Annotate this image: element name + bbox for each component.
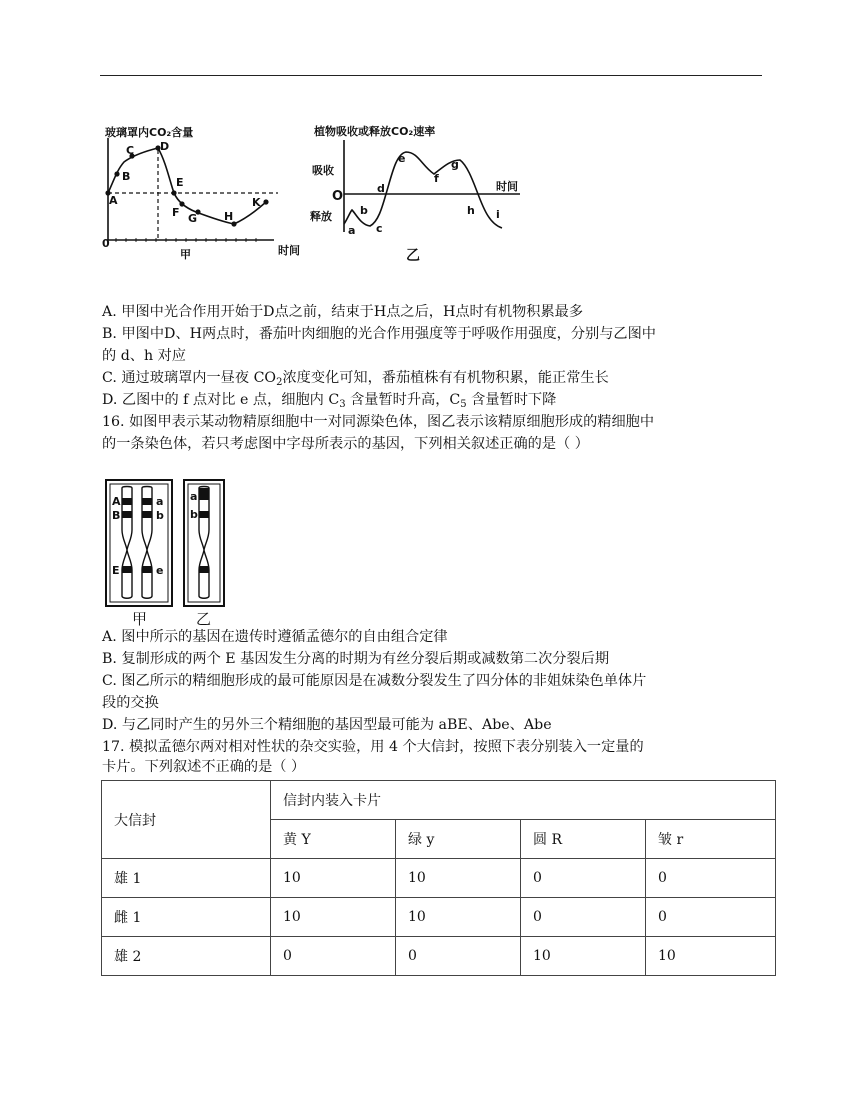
yi-point-label: f (434, 172, 439, 185)
gene-label: b (156, 509, 164, 522)
q16-stem-line2: 的一条染色体，若只考虑图中字母所表示的基因，下列相关叙述正确的是（ ） (102, 436, 589, 452)
chromosome-caption-jia: 甲 (132, 610, 148, 628)
q15-option-b-line1: B. 甲图中D、H两点时，番茄叶肉细胞的光合作用强度等于呼吸作用强度，分别与乙图中 (102, 326, 656, 342)
yi-origin: O (332, 189, 344, 204)
table-cell: 10 (271, 898, 396, 937)
table-cell: 10 (521, 937, 646, 976)
table-row (102, 898, 776, 937)
q16-option-b: B. 复制形成的两个 E 基因发生分离的时期为有丝分裂后期或减数第二次分裂后期 (102, 651, 610, 667)
figure-yi (306, 122, 528, 264)
yi-point-label: b (360, 204, 368, 217)
table-cell: 雌 1 (102, 898, 271, 937)
table-cell: 0 (396, 937, 521, 976)
yi-point-label: h (467, 204, 475, 217)
gene-label: a (190, 490, 198, 503)
q15-option-c: C. 通过玻璃罩内一昼夜 $CO_2$浓度变化可知，番茄植株有有机物积累，能正常生长 (102, 370, 609, 388)
card-table (101, 780, 776, 976)
q16-option-a: A. 图中所示的基因在遗传时遵循孟德尔的自由组合定律 (102, 629, 448, 645)
table-column-header: 绿 y (396, 820, 521, 859)
yi-point-label: g (451, 158, 459, 171)
jia-point-label: G (188, 212, 198, 225)
table-cell: 0 (271, 937, 396, 976)
yi-xlabel: 时间 (496, 180, 518, 193)
jia-point-label: B (122, 170, 131, 183)
yi-point-label: c (376, 222, 383, 235)
table-cell: 10 (396, 898, 521, 937)
gene-label: A (112, 495, 121, 508)
gene-label: b (190, 508, 198, 521)
table-cell: 10 (646, 937, 776, 976)
q17-stem-line1: 17. 模拟孟德尔两对相对性状的杂交实验，用 4 个大信封，按照下表分别装入一定量的 (102, 739, 644, 755)
yi-title: 植物吸收或释放CO₂速率 (314, 125, 436, 138)
q15-option-d: D. 乙图中的 f 点对比 e 点，细胞内 $C_3$ 含量暂时升高，$C_5$ 含量暂时下降 (102, 392, 557, 410)
table-cell: 10 (271, 859, 396, 898)
yi-point-label: d (377, 182, 385, 195)
q16-option-d: D. 与乙同时产生的另外三个精细胞的基因型最可能为 aBE、Abe、Abe (102, 717, 552, 733)
table-row (102, 859, 776, 898)
table-cell: 0 (646, 898, 776, 937)
yi-point-label: e (398, 152, 406, 165)
q16-option-c-line1: C. 图乙所示的精细胞形成的最可能原因是在减数分裂发生了四分体的非姐妹染色单体片 (102, 673, 647, 689)
table-cell: 0 (521, 859, 646, 898)
table-cell: 雄 2 (102, 937, 271, 976)
chromosome-caption-yi: 乙 (196, 610, 212, 628)
header-rule (100, 75, 762, 76)
jia-point-label: H (224, 210, 234, 223)
jia-point-label: A (109, 194, 118, 207)
jia-caption: 甲 (180, 248, 191, 261)
table-column-header: 圆 R (521, 820, 646, 859)
gene-label: B (112, 509, 121, 522)
gene-label: a (156, 495, 164, 508)
jia-xlabel: 时间 (278, 244, 300, 257)
table-column-header: 皱 r (646, 820, 776, 859)
q16-stem-line1: 16. 如图甲表示某动物精原细胞中一对同源染色体，图乙表示该精原细胞形成的精细胞中 (102, 414, 655, 430)
table-row-header: 大信封 (102, 781, 271, 859)
gene-label: E (112, 564, 120, 577)
q15-option-a: A. 甲图中光合作用开始于D点之前，结束于H点之后，H点时有机物积累最多 (102, 304, 584, 320)
q15-option-b-line2: 的 d、h 对应 (102, 348, 186, 364)
yi-caption: 乙 (406, 248, 420, 264)
figure-chromosomes (102, 478, 230, 628)
jia-ylabel: 玻璃罩内CO₂含量 (105, 126, 194, 139)
q16-option-c-line2: 段的交换 (102, 695, 159, 711)
yi-point-label: i (496, 208, 500, 221)
figure-jia (102, 122, 302, 262)
yi-release-label: 释放 (310, 210, 332, 223)
jia-point-label: E (176, 176, 184, 189)
jia-point-label: D (160, 140, 170, 153)
table-group-header: 信封内装入卡片 (271, 781, 776, 820)
table-cell: 雄 1 (102, 859, 271, 898)
table-row (102, 937, 776, 976)
jia-point-label: K (252, 196, 261, 209)
yi-absorb-label: 吸收 (312, 164, 334, 177)
jia-point-label: C (126, 144, 135, 157)
jia-origin: 0 (102, 237, 110, 250)
q17-stem-line2: 卡片。下列叙述不正确的是（ ） (102, 759, 306, 775)
yi-point-label: a (348, 224, 356, 237)
jia-point-label: F (172, 206, 180, 219)
gene-label: e (156, 564, 164, 577)
table-cell: 0 (521, 898, 646, 937)
table-cell: 10 (396, 859, 521, 898)
table-column-header: 黄 Y (271, 820, 396, 859)
table-cell: 0 (646, 859, 776, 898)
